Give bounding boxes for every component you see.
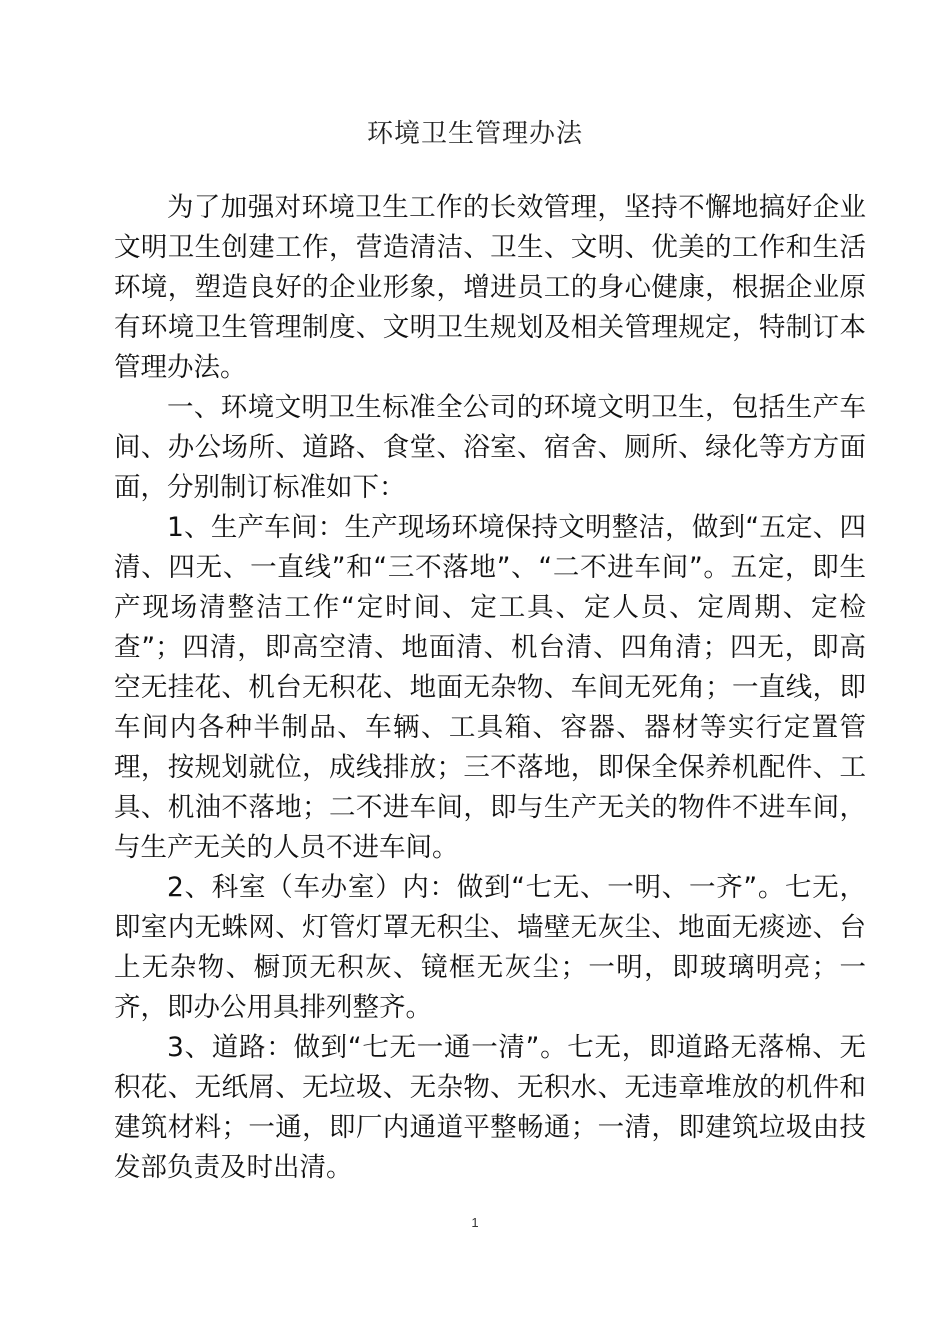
document-body bbox=[114, 188, 866, 1188]
paragraph-road: 3、道路：做到“七无一通一清”。七无，即道路无落棉、无积花、无纸屑、无垃圾、无杂物、无积水、无违章堆放的机件和建筑材料；一通，即厂内通道平整畅通；一清，即建筑垃圾由技发部负责及时出清。 bbox=[114, 1032, 866, 1183]
paragraph-office: 2、科室（车办室）内：做到“七无、一明、一齐”。七无，即室内无蛛网、灯管灯罩无积尘、墙壁无灰尘、地面无痰迹、台上无杂物、橱顶无积灰、镜框无灰尘；一明，即玻璃明亮；一齐，即办公用具排列整齐。 bbox=[114, 872, 866, 1023]
paragraph-intro: 为了加强对环境卫生工作的长效管理，坚持不懈地搞好企业文明卫生创建工作，营造清洁、卫生、文明、优美的工作和生活环境，塑造良好的企业形象，增进员工的身心健康，根据企业原有环境卫生管理制度、文明卫生规划及相关管理规定，特制订本管理办法。 bbox=[114, 192, 866, 383]
page-title: 环境卫生管理办法 bbox=[366, 119, 583, 149]
page-number: 1 bbox=[471, 1215, 479, 1230]
paragraph-section-1: 一、环境文明卫生标准全公司的环境文明卫生，包括生产车间、办公场所、道路、食堂、浴室、宿舍、厕所、绿化等方方面面，分别制订标准如下： bbox=[114, 392, 866, 503]
paragraph-workshop: 1、生产车间：生产现场环境保持文明整洁，做到“五定、四清、四无、一直线”和“三不落地”、“二不进车间”。五定，即生产现场清整洁工作“定时间、定工具、定人员、定周期、定检查”；四清，即高空清、地面清、机台清、四角清；四无，即高空无挂花、机台无积花、地面无杂物、车间无死角；一直线，即车间内各种半制品、车辆、工具箱、容器、器材等实行定置管理，按规划就位，成线排放；三不落地，即保全保养机配件、工具、机油不落地；二不进车间，即与生产无关的物件不进车间，与生产无关的人员不进车间。 bbox=[114, 512, 866, 863]
